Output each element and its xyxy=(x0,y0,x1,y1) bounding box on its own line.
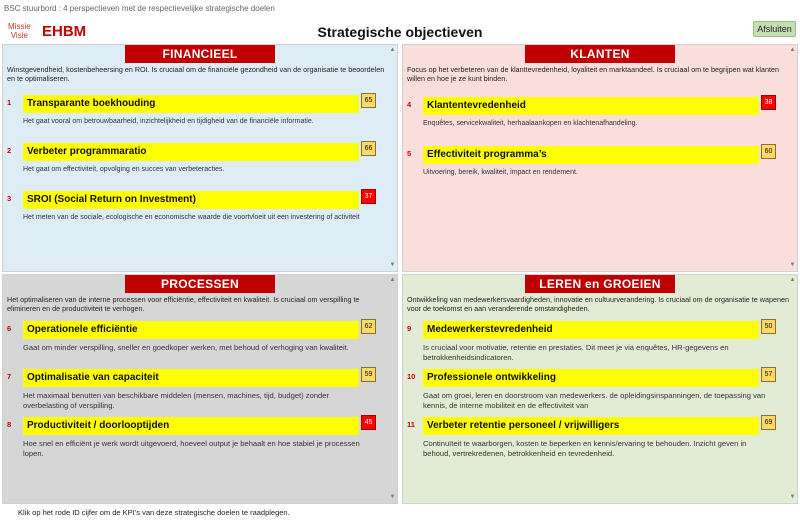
footer-note: Klik op het rode ID cijfer om de KPI’s van deze strategische doelen te raadplegen. xyxy=(18,508,290,517)
goal-name: Verbeter retentie personeel / vrijwilligers xyxy=(423,417,759,435)
goal-name: Productiviteit / doorlooptijden xyxy=(23,417,359,435)
goal-description: Enquêtes, servicekwaliteit, herhaalaankopen en klachtenafhandeling. xyxy=(423,120,638,127)
goal-number: 4 xyxy=(407,100,412,109)
goal-name: Klantentevredenheid xyxy=(423,97,759,115)
goal-id-badge[interactable]: 57 xyxy=(761,367,776,382)
goal-description: Uitvoering, bereik, kwaliteit, impact en rendement. xyxy=(423,169,578,176)
brand-logo: EHBM xyxy=(42,23,87,40)
goal-number: 10 xyxy=(407,372,416,381)
scroll-up-arrow-icon[interactable]: ▲ xyxy=(389,277,396,283)
scroll-down-arrow-icon[interactable]: ▼ xyxy=(389,262,396,268)
goal-description: Het meten van de sociale, ecologische en economische waarde die voortvloeit uit een investering of activiteit xyxy=(23,214,360,221)
goal-number: 2 xyxy=(7,146,12,155)
goal-id-badge[interactable]: 38 xyxy=(761,95,776,110)
scroll-up-arrow-icon[interactable]: ▲ xyxy=(789,47,796,53)
goal-number: 11 xyxy=(407,420,415,429)
goal-id-badge[interactable]: 66 xyxy=(361,141,376,156)
quadrant-description: Het optimaliseren van de interne processen voor efficiëntie, effectiviteit en kwaliteit. Is cruciaal om verspilling te elimineren en de productiviteit te verhogen. xyxy=(7,295,360,313)
scroll-down-arrow-icon[interactable]: ▼ xyxy=(389,494,396,500)
window-title: BSC stuurbord : 4 perspectieven met de respectievelijke strategische doelen xyxy=(4,4,275,13)
scrollbar[interactable] xyxy=(389,277,396,501)
goal-name: Transparante boekhouding xyxy=(23,95,359,113)
quadrant-title: LEREN en GROEIEN xyxy=(525,275,675,293)
scroll-up-arrow-icon[interactable]: ▲ xyxy=(789,277,796,283)
goal-number: 8 xyxy=(7,420,12,429)
goal-id-badge[interactable]: 65 xyxy=(361,93,376,108)
goal-id-badge[interactable]: 60 xyxy=(761,144,776,159)
goal-number: 9 xyxy=(407,324,412,333)
goal-id-badge[interactable]: 62 xyxy=(361,319,376,334)
goal-description: Gaat om minder verspilling, sneller en goedkoper werken, met behoud of verhoging van kwaliteit. xyxy=(23,343,349,352)
goal-id-badge[interactable]: 59 xyxy=(361,367,376,382)
goal-description: Is cruciaal voor motivatie, retentie en prestaties. Dit meet je via enquêtes, HR-gegevens en betrokkenheidsindicatoren. xyxy=(423,343,729,362)
goal-description: Gaat om groei, leren en doorstroom van medewerkers. de opleidingsinspanningen, de toepassing van kennis, de interne mobiliteit en de effectiviteit van xyxy=(423,391,766,410)
scroll-down-arrow-icon[interactable]: ▼ xyxy=(789,262,796,268)
page-title: Strategische objectieven xyxy=(317,24,483,40)
goal-name: SROI (Social Return on Investment) xyxy=(23,191,359,209)
goal-description: Het gaat vooral om betrouwbaarheid, inzichtelijkheid en tijdigheid van de financiële informatie. xyxy=(23,118,314,125)
goal-id-badge[interactable]: 37 xyxy=(361,189,376,204)
goal-description: Hoe snel en efficiënt je werk wordt uitgevoerd, hoeveel output je behaalt en hoe stabiel je processen lopen. xyxy=(23,439,360,458)
goal-name: Medewerkerstevredenheid xyxy=(423,321,759,339)
scrollbar[interactable] xyxy=(389,47,396,269)
goal-number: 7 xyxy=(7,372,12,381)
quadrant-processen xyxy=(2,274,398,504)
quadrant-description: Winstgevendheid, kostenbeheersing en ROI. Is cruciaal om de financiële gezondheid van de organisatie te beoordelen en te optimaliseren. xyxy=(7,65,385,83)
scroll-down-arrow-icon[interactable]: ▼ xyxy=(789,494,796,500)
goal-name: Operationele efficiëntie xyxy=(23,321,359,339)
goal-number: 5 xyxy=(407,149,412,158)
goal-name: Effectiviteit programma’s xyxy=(423,146,759,164)
quadrant-title: FINANCIEEL xyxy=(125,45,275,63)
quadrant-financieel xyxy=(2,44,398,272)
goal-name: Verbeter programmaratio xyxy=(23,143,359,161)
goal-id-badge[interactable]: 45 xyxy=(361,415,376,430)
goal-description: Het gaat om effectiviteit, opvolging en succes van verbeteracties. xyxy=(23,166,225,173)
quadrant-description: Focus op het verbeteren van de klanttevredenheid, loyaliteit en marktaandeel. Is cruciaal om te begrijpen wat klanten willen en hoe je ze kunt binden. xyxy=(407,65,779,83)
goal-name: Optimalisatie van capaciteit xyxy=(23,369,359,387)
goal-number: 3 xyxy=(7,194,12,203)
goal-number: 1 xyxy=(7,98,12,107)
goal-description: Het maximaal benutten van beschikbare middelen (mensen, machines, tijd, budget) zonder overbelasting of verspilling. xyxy=(23,391,330,410)
quadrant-title: KLANTEN xyxy=(525,45,675,63)
mission-link[interactable]: Missie xyxy=(8,22,31,31)
goal-id-badge[interactable]: 50 xyxy=(761,319,776,334)
scroll-up-arrow-icon[interactable]: ▲ xyxy=(389,47,396,53)
close-button[interactable]: Afsluiten xyxy=(753,21,796,37)
quadrant-description: Ontwikkeling van medewerkersvaardigheden, innovatie en cultuurverandering. Is cruciaal om de organisatie te wapenen voor de toekomst en aan veranderende omstandigheden. xyxy=(407,295,789,313)
goal-number: 6 xyxy=(7,324,12,333)
goal-name: Professionele ontwikkeling xyxy=(423,369,759,387)
scrollbar[interactable] xyxy=(789,277,796,501)
goal-id-badge[interactable]: 69 xyxy=(761,415,776,430)
quadrant-leren-en-groeien xyxy=(402,274,798,504)
scrollbar[interactable] xyxy=(789,47,796,269)
quadrant-title: PROCESSEN xyxy=(125,275,275,293)
vision-link[interactable]: Visie xyxy=(10,31,28,40)
quadrant-klanten xyxy=(402,44,798,272)
goal-description: Continuïteit te waarborgen, kosten te beperken en kennis/ervaring te behouden. Inzicht geven in behoud, vertrekredenen, betrokkenheid en tevredenheid. xyxy=(423,439,747,458)
